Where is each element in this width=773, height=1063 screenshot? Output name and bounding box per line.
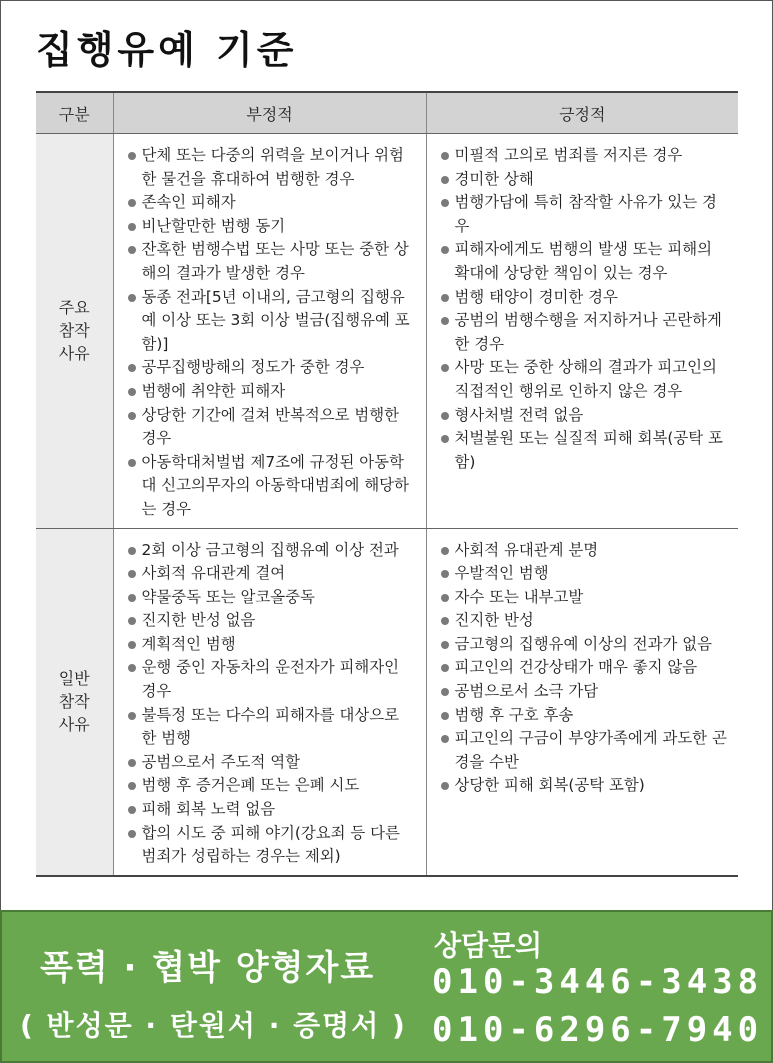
banner-headline: 폭력 · 협박 양형자료 [40, 948, 376, 988]
list-item: 미필적 고의로 범죄를 저지른 경우 [439, 144, 731, 168]
list-item: 사회적 유대관계 결여 [126, 562, 418, 586]
list-item: 자수 또는 내부고발 [439, 586, 731, 610]
list-item: 공범으로서 주도적 역할 [126, 751, 418, 775]
category-cell-general [36, 528, 113, 876]
list-item: 2회 이상 금고형의 집행유예 이상 전과 [126, 539, 418, 563]
list-item: 아동학대처벌법 제7조에 규정된 아동학대 신고의무자의 아동학대범죄에 해당하는 경우 [126, 451, 418, 522]
list-item: 합의 시도 중 피해 야기(강요죄 등 다른 범죄가 성립하는 경우는 제외) [126, 822, 418, 869]
category-label-line: 주요 [58, 298, 90, 318]
page-title: 집행유예 기준 [36, 28, 298, 72]
list-item: 피고인의 구금이 부양가족에게 과도한 곤경을 수반 [439, 727, 731, 774]
negative-cell-major [113, 134, 426, 529]
list-item: 운행 중인 자동차의 운전자가 피해자인 경우 [126, 656, 418, 703]
negative-cell-general [113, 528, 426, 876]
list-item: 피해자에게도 범행의 발생 또는 피해의 확대에 상당한 책임이 있는 경우 [439, 238, 731, 285]
list-item: 사회적 유대관계 분명 [439, 539, 731, 563]
list-item: 진지한 반성 없음 [126, 609, 418, 633]
negative-list-general [126, 539, 418, 869]
list-item: 단체 또는 다중의 위력을 보이거나 위험한 물건을 휴대하여 범행한 경우 [126, 144, 418, 191]
list-item: 존속인 피해자 [126, 191, 418, 215]
negative-list-major [126, 144, 418, 522]
contact-banner [0, 910, 773, 1063]
list-item: 범행가담에 특히 참작할 사유가 있는 경우 [439, 191, 731, 238]
list-item: 범행 후 증거은폐 또는 은폐 시도 [126, 774, 418, 798]
contact-heading: 상담문의 [434, 929, 543, 962]
table-row-general-factors [36, 528, 738, 876]
list-item: 금고형의 집행유예 이상의 전과가 없음 [439, 633, 731, 657]
list-item: 우발적인 범행 [439, 562, 731, 586]
list-item: 상당한 피해 회복(공탁 포함) [439, 774, 731, 798]
list-item: 잔혹한 범행수법 또는 사망 또는 중한 상해의 결과가 발생한 경우 [126, 238, 418, 285]
list-item: 처벌불원 또는 실질적 피해 회복(공탁 포함) [439, 427, 731, 474]
list-item: 형사처벌 전력 없음 [439, 404, 731, 428]
list-item: 공범의 범행수행을 저지하거나 곤란하게 한 경우 [439, 309, 731, 356]
phone-number-1[interactable]: 010-3446-3438 [432, 962, 764, 1002]
category-cell-major [36, 134, 113, 529]
list-item: 사망 또는 중한 상해의 결과가 피고인의 직접적인 행위로 인하지 않은 경우 [439, 356, 731, 403]
list-item: 경미한 상해 [439, 168, 731, 192]
phone-number-2[interactable]: 010-6296-7940 [432, 1010, 764, 1050]
list-item: 피고인의 건강상태가 매우 좋지 않음 [439, 656, 731, 680]
positive-list-major [439, 144, 731, 474]
category-label-line: 사유 [58, 715, 90, 735]
banner-subline: ( 반성문 · 탄원서 · 증명서 ) [20, 1009, 407, 1042]
list-item: 계획적인 범행 [126, 633, 418, 657]
category-label-line: 참작 [58, 321, 90, 341]
category-label-line: 사유 [58, 344, 90, 364]
header-positive: 긍정적 [426, 92, 738, 134]
list-item: 공범으로서 소극 가담 [439, 680, 731, 704]
list-item: 상당한 기간에 걸쳐 반복적으로 범행한 경우 [126, 404, 418, 451]
header-category: 구분 [36, 92, 113, 134]
list-item: 범행 후 구호 후송 [439, 704, 731, 728]
list-item: 비난할만한 범행 동기 [126, 215, 418, 239]
positive-list-general [439, 539, 731, 799]
table-header-row [36, 92, 738, 134]
table-row-major-factors [36, 134, 738, 529]
list-item: 동종 전과[5년 이내의, 금고형의 집행유예 이상 또는 3회 이상 벌금(집행유예 포함)] [126, 286, 418, 357]
list-item: 범행 태양이 경미한 경우 [439, 286, 731, 310]
category-label-line: 참작 [58, 692, 90, 712]
list-item: 피해 회복 노력 없음 [126, 798, 418, 822]
positive-cell-general [426, 528, 738, 876]
list-item: 약물중독 또는 알코올중독 [126, 586, 418, 610]
list-item: 진지한 반성 [439, 609, 731, 633]
category-label-line: 일반 [58, 669, 90, 689]
positive-cell-major [426, 134, 738, 529]
header-negative: 부정적 [113, 92, 426, 134]
list-item: 범행에 취약한 피해자 [126, 380, 418, 404]
list-item: 불특정 또는 다수의 피해자를 대상으로 한 범행 [126, 704, 418, 751]
list-item: 공무집행방해의 정도가 중한 경우 [126, 356, 418, 380]
criteria-table [36, 91, 738, 877]
